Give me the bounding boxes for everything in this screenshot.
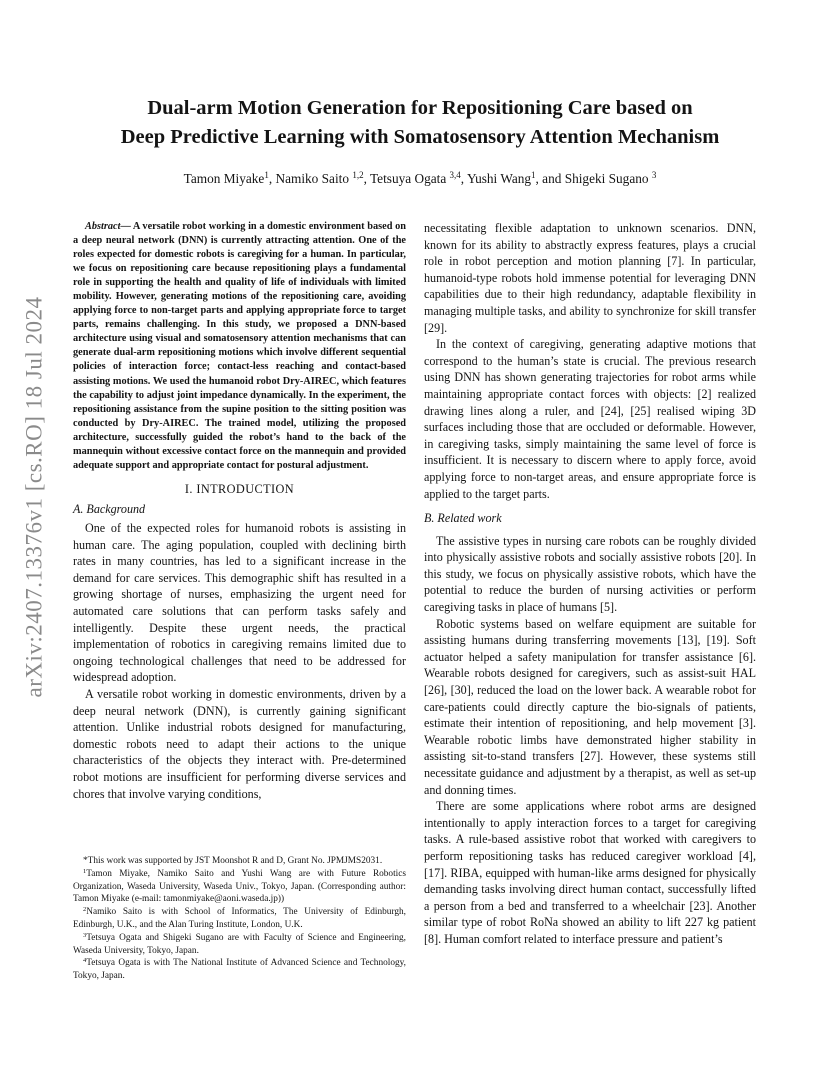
author-name: Shigeki Sugano: [564, 171, 652, 186]
paragraph: necessitating flexible adaptation to unknown scenarios. DNN, known for its ability to abstractly express features, plays a crucial role in robot perception and motion planning [7]. In particular, humanoid-type robots hold immense potential for leveraging DNN capabilities due to their high redundancy, adaptable flexibility in managing multiple tasks, and ability to synchronize for skill transfer [29].: [424, 221, 756, 335]
author-affiliation: 3,4: [449, 170, 461, 180]
author-name: Yushi Wang: [466, 171, 532, 186]
paragraph: One of the expected roles for humanoid robots is assisting in human care. The aging population, coupled with declining birth rates in many countries, has led to a significant increase in the demand for care services. This demographic shift has resulted in a growing shortage of nurses, emphasizing the urgent need for automated care solutions that can perform tasks safely and intelligently. Despite these urgent needs, the practical implementation of robotics in caregiving remains limited due to ongoing technological challenges that need to be addressed for widespread adoption.: [73, 521, 406, 685]
author-separator: , and: [535, 171, 565, 186]
abstract-heading: Abstract: [85, 221, 121, 232]
author-affiliation: 1: [264, 170, 269, 180]
author-affiliation: 1,2: [352, 170, 364, 180]
abstract: [73, 220, 406, 473]
paragraph: Robotic systems based on welfare equipment are suitable for assisting humans during transferring movements [13], [19]. Soft actuator helped a safety manipulation for transfer assistance [6]. Wearable robots designed for caregivers, such as assist-suit HAL [26], [30], reduced the load on the lower back. A wearable robot for care-patients could directly capture the bio-signals of patients, estimate their intention of repositioning, and help movement [3]. Wearable robotic limbs have demonstrated higher stability in assisting sit-to-stand transfers [27]. However, these systems still necessitate guidance and adjustment by a therapist, as well as set-up and donning times.: [424, 616, 756, 797]
right-column: [424, 220, 756, 948]
author-affiliation: 1: [531, 170, 536, 180]
footnote-affiliation-1: [73, 868, 406, 906]
footnote-affiliation-3: [73, 932, 406, 958]
footnote-mark: 1: [83, 867, 87, 875]
footnote-mark: 3: [83, 931, 87, 939]
author-list: [70, 170, 770, 188]
author-affiliation: 3: [651, 170, 657, 180]
paragraph: In the context of caregiving, generating adaptive motions that correspond to the human’s state is crucial. The previous research using DNN has shown generating trajectories for robot arms while maintaining appropriate contact forces with objects: [2] realized drawing lines along a ruler, and [24], [25] realised wiping 3D surfaces including those that are occluded or deformable. However, in caregiving tasks, simply maintaining the same level of force is insufficient. It is necessary to discern where to apply force, avoid applying force to non-target areas, and ensure appropriate force is applied to the target parts.: [424, 337, 756, 501]
footnote-text: Namiko Saito is with School of Informatics, The University of Edinburgh, Edinburgh, U.K., and the Alan Turing Institute, London, U.K.: [73, 907, 406, 930]
footnote-text: Tamon Miyake, Namiko Saito and Yushi Wang are with Future Robotics Organization, Waseda University, Waseda Univ., Tokyo, Japan. (Corresponding author: Tamon Miyake (e-mail: tamonmiyake@aoni.waseda.jp)): [73, 868, 406, 905]
footnotes: [73, 855, 406, 983]
author-name: Tetsuya Ogata: [369, 171, 450, 186]
footnote-funding: *This work was supported by JST Moonshot R and D, Grant No. JPMJMS2031.: [83, 856, 383, 866]
title-line-1: Dual-arm Motion Generation for Repositioning Care based on: [147, 97, 693, 119]
subsection-heading-related-work: B. Related work: [424, 511, 502, 526]
subsection-heading-background: A. Background: [73, 502, 146, 517]
author-separator: ,: [363, 171, 370, 186]
footnote-mark: 4: [83, 957, 87, 965]
paragraph: The assistive types in nursing care robots can be roughly divided into physically assistive robots and socially assistive robots [20]. In this study, we focus on physically assistive robots, which have the potential to reduce the burden of nursing activities or perform caregiving tasks in place of humans [5].: [424, 533, 756, 615]
author-name: Tamon Miyake: [183, 171, 265, 186]
section-heading-introduction: I. INTRODUCTION: [184, 481, 295, 496]
left-column: [73, 220, 406, 802]
author-name: Namiko Saito: [275, 171, 353, 186]
arxiv-identifier: [17, 292, 53, 702]
footnote-affiliation-2: [73, 906, 406, 932]
footnote-affiliation-4: [73, 957, 406, 983]
author-separator: ,: [460, 171, 467, 186]
footnote-mark: 2: [83, 906, 87, 914]
paper-title: [70, 94, 770, 152]
paragraph: There are some applications where robot arms are designed intentionally to apply interaction forces to a target for caregiving tasks. A rule-based assistive robot that worked with caregivers to perform repositioning tasks has reduced caregiver workload [4], [17]. RIBA, equipped with human-like arms designed for physically demanding tasks involving direct human contact, successfully lifted a person from a bed and transferred to a wheelchair [23]. Another similar type of robot RoNa showed an ability to lift 227 kg patient [8]. Human comfort related to interface pressure and patient’s: [424, 799, 756, 946]
author-separator: ,: [268, 171, 276, 186]
title-line-2: Deep Predictive Learning with Somatosensory Attention Mechanism: [120, 126, 720, 148]
paragraph: A versatile robot working in domestic environments, driven by a deep neural network (DNN), is currently gaining significant attention. Unlike industrial robots designed for manufacturing, domestic robots need to adapt their actions to the unique characteristics of the objects they interact with. Pre-determined robot motions are insufficient for performing diverse services and chores that involve varying conditions,: [73, 686, 406, 801]
abstract-text: — A versatile robot working in a domestic environment based on a deep neural network (DNN) is currently attracting attention. One of the roles expected for domestic robots is caregiving for a human. In particular, we focus on repositioning care because repositioning plays a fundamental role in supporting the health and quality of life of individuals with limited mobility. However, generating motions of the repositioning care, avoiding applying force to non-target parts and applying appropriate force to target parts, remains challenging. In this study, we proposed a DNN-based architecture using visual and somatosensory attention mechanisms that can generate dual-arm repositioning motions which involve different sequential policies of interaction force; contact-less reaching and contact-based assisting motions. We used the humanoid robot Dry-AIREC, which features the capability to adjust joint impedance dynamically. In the experiment, the repositioning assistance from the supine position to the sitting position was conducted by Dry-AIREC. The trained model, utilizing the proposed architecture, successfully guided the robot’s hand to the back of the mannequin without excessive contact force on the mannequin and provided adequate support and appropriate contact for postural adjustment.: [73, 221, 406, 471]
arxiv-identifier-text: arXiv:2407.13376v1 [cs.RO] 18 Jul 2024: [22, 296, 47, 698]
footnote-text: Tetsuya Ogata is with The National Institute of Advanced Science and Technology, Tokyo, Japan.: [73, 958, 406, 982]
footnote-text: Tetsuya Ogata and Shigeki Sugano are with Faculty of Science and Engineering, Waseda University, Tokyo, Japan.: [73, 932, 406, 956]
